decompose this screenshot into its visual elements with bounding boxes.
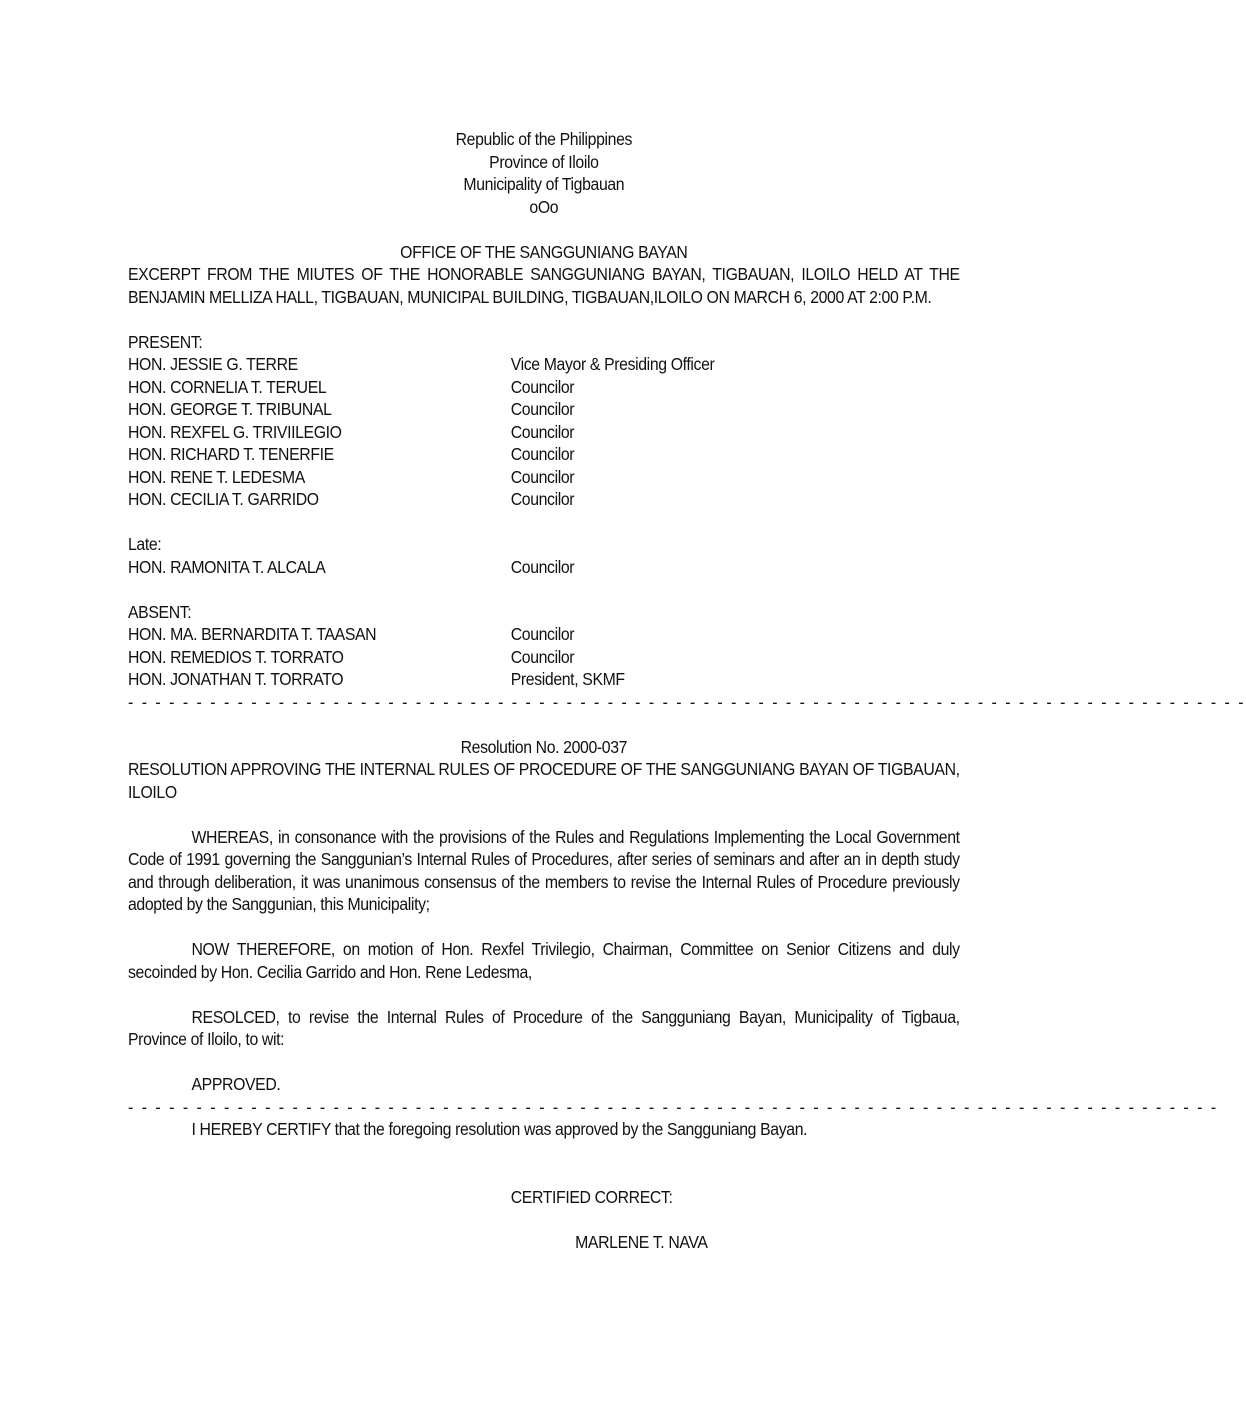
member-role: Councilor [510,489,575,509]
member-role: Councilor [510,624,575,644]
member-row [128,421,960,444]
member-row [128,646,960,669]
present-list [128,353,960,511]
certification-statement: I HEREBY CERTIFY that the foregoing resolution was approved by the Sangguniang Bayan. [191,1119,808,1139]
member-role: Councilor [510,556,575,577]
minutes-excerpt: EXCERPT FROM THE MIUTES OF THE HONORABLE SANGGUNIANG BAYAN, TIGBAUAN, ILOILO HELD AT THE BENJAMIN MELLIZA HALL, TIGBAUAN, MUNICIPAL BUILDING, TIGBAUAN,ILOILO ON MARCH 6, 2000 AT 2:00 P.M. [128,264,960,307]
member-name: HON. JESSIE G. TERRE [128,354,298,374]
late-label: Late: [128,534,162,554]
member-name: HON. GEORGE T. TRIBUNAL [128,399,332,419]
member-name: HON. REMEDIOS T. TORRATO [128,646,344,667]
member-role: Councilor [510,421,575,442]
header-province: Province of Iloilo [489,151,599,172]
member-name: HON. CECILIA T. GARRIDO [128,489,319,509]
member-row [128,488,960,511]
now-therefore-paragraph: NOW THEREFORE, on motion of Hon. Rexfel Trivilegio, Chairman, Committee on Senior Citizens and duly secoinded by Hon. Cecilia Garrido and Hon. Rene Ledesma, [128,939,960,982]
member-name: HON. RENE T. LEDESMA [128,466,305,487]
separator-line: - - - - - - - - - - - - - - - - - - - - - - - - - - - - - - - - - - - - - - - - - - - - - - - - - - - - - - - - - - - - - - - - - - - - - - - - - - - - - - - - - - [128,691,1246,712]
resolved-paragraph: RESOLCED, to revise the Internal Rules of Procedure of the Sangguniang Bayan, Municipality of Tigbaua, Province of Iloilo, to wit: [128,1006,960,1049]
resolution-title: RESOLUTION APPROVING THE INTERNAL RULES OF PROCEDURE OF THE SANGGUNIANG BAYAN OF TIGBAUAN, ILOILO [128,759,960,802]
member-row [128,668,960,691]
member-row [128,443,960,466]
member-role: Councilor [510,444,575,464]
approved-line: APPROVED. [191,1074,281,1094]
resolution-number: Resolution No. 2000-037 [460,736,628,757]
present-label: PRESENT: [128,331,203,352]
header-municipality: Municipality of Tigbauan [463,174,625,194]
member-row [128,556,960,579]
absent-label: ABSENT: [128,601,192,622]
certified-correct-label: CERTIFIED CORRECT: [510,1186,673,1207]
header-ornament: oOo [529,196,559,217]
member-row [128,376,960,399]
separator-line: - - - - - - - - - - - - - - - - - - - - - - - - - - - - - - - - - - - - - - - - - - - - - - - - - - - - - - - - - - - - - - - - - - - - - - - - - - - - - - - - [128,1096,1219,1117]
member-name: HON. JONATHAN T. TORRATO [128,669,344,689]
member-role: Councilor [510,646,575,667]
document-body [128,128,1246,1253]
member-role: Councilor [510,399,575,419]
member-name: HON. REXFEL G. TRIVIILEGIO [128,421,342,442]
header-republic: Republic of the Philippines [455,129,633,149]
member-role: Vice Mayor & Presiding Officer [510,354,715,374]
member-row [128,353,960,376]
member-row [128,398,960,421]
member-role: Councilor [510,376,575,397]
member-row [128,623,960,646]
member-name: HON. CORNELIA T. TERUEL [128,376,327,397]
member-role: President, SKMF [510,669,625,689]
member-name: HON. MA. BERNARDITA T. TAASAN [128,624,377,644]
member-name: HON. RICHARD T. TENERFIE [128,444,334,464]
member-role: Councilor [510,466,575,487]
whereas-paragraph: WHEREAS, in consonance with the provisions of the Rules and Regulations Implementing the Local Government Code of 1991 governing the Sanggunian’s Internal Rules of Procedures, after series of seminars and after an in depth study and through deliberation, it was unanimous consensus of the members to revise the Internal Rules of Procedure previously adopted by the Sanggunian, this Municipality; [128,826,960,914]
signer-name: MARLENE T. NAVA [575,1231,708,1252]
member-name: HON. RAMONITA T. ALCALA [128,556,326,577]
member-row [128,466,960,489]
office-title: OFFICE OF THE SANGGUNIANG BAYAN [400,241,688,262]
